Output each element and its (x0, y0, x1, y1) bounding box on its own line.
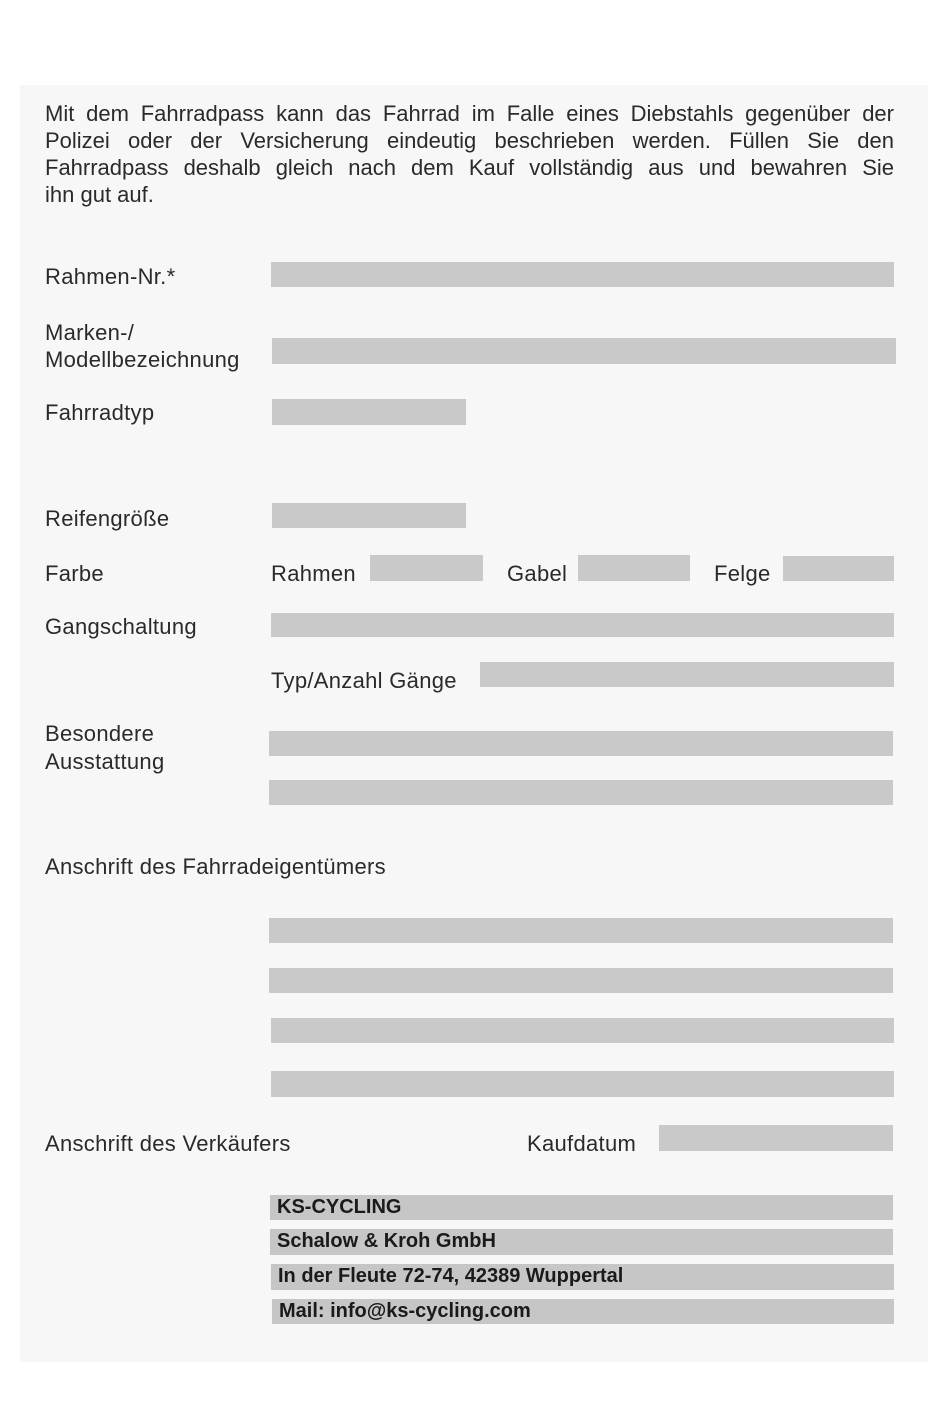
gaenge-label: Typ/Anzahl Gänge (271, 668, 457, 693)
seller-line-street: In der Fleute 72-74, 42389 Wuppertal (271, 1264, 894, 1290)
rahmen-nr-label: Rahmen-Nr.* (45, 264, 176, 289)
kaufdatum-field[interactable] (659, 1125, 893, 1151)
reifengroesse-label: Reifengröße (45, 506, 170, 531)
farbe-gabel-field[interactable] (578, 555, 690, 581)
fahrradtyp-label: Fahrradtyp (45, 400, 155, 425)
eigentuemer-label: Anschrift des Fahrradeigentümers (45, 854, 386, 879)
farbe-label: Farbe (45, 561, 104, 586)
reifengroesse-field[interactable] (272, 503, 466, 528)
farbe-rahmen-label: Rahmen (271, 561, 356, 586)
intro-line: Fahrradpass deshalb gleich nach dem Kauf vollständig aus und bewahren Sie (45, 155, 894, 180)
intro-line: Polizei oder der Versicherung eindeutig beschrieben werden. Füllen Sie den (45, 128, 894, 153)
intro-line: Mit dem Fahrradpass kann das Fahrrad im Falle eines Diebstahls gegenüber der (45, 101, 894, 126)
farbe-felge-field[interactable] (783, 556, 894, 581)
eigentuemer-address-field-2[interactable] (269, 968, 893, 993)
rahmen-nr-field[interactable] (271, 262, 894, 287)
eigentuemer-address-field-3[interactable] (271, 1018, 894, 1043)
ausstattung-label-line2: Ausstattung (45, 749, 165, 774)
eigentuemer-address-field-4[interactable] (271, 1071, 894, 1097)
farbe-felge-label: Felge (714, 561, 771, 586)
seller-line-company: KS-CYCLING (270, 1195, 893, 1220)
gaenge-field[interactable] (480, 662, 894, 687)
seller-line-mail: Mail: info@ks-cycling.com (272, 1299, 894, 1324)
gangschaltung-field[interactable] (271, 613, 894, 637)
marke-modell-field[interactable] (272, 338, 896, 364)
farbe-gabel-label: Gabel (507, 561, 568, 586)
gangschaltung-label: Gangschaltung (45, 614, 197, 639)
ausstattung-field-2[interactable] (269, 780, 893, 805)
seller-line-legal-name: Schalow & Kroh GmbH (270, 1229, 893, 1255)
kaufdatum-label: Kaufdatum (527, 1131, 637, 1156)
eigentuemer-address-field-1[interactable] (269, 918, 893, 943)
farbe-rahmen-field[interactable] (370, 555, 483, 581)
marke-label-line1: Marken-/ (45, 320, 135, 345)
fahrradtyp-field[interactable] (272, 399, 466, 425)
marke-label-line2: Modellbezeichnung (45, 347, 240, 372)
ausstattung-label-line1: Besondere (45, 721, 155, 746)
intro-line: ihn gut auf. (45, 182, 154, 207)
verkaeufer-label: Anschrift des Verkäufers (45, 1131, 291, 1156)
ausstattung-field-1[interactable] (269, 731, 893, 756)
